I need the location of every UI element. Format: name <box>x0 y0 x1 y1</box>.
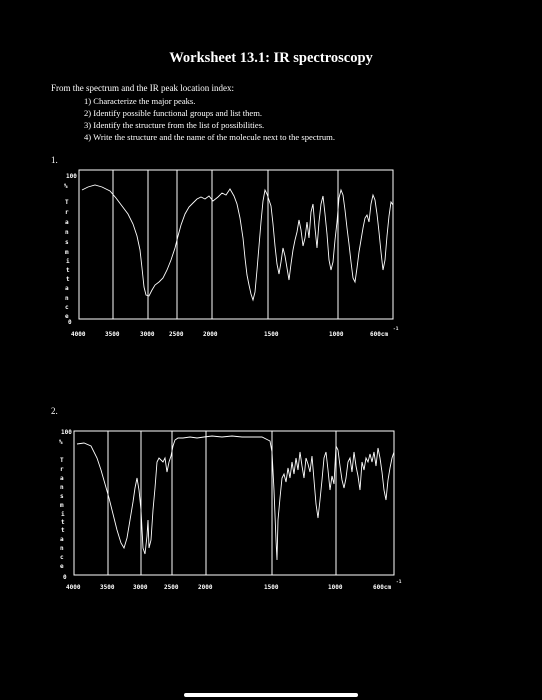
svg-text:t: t <box>61 527 65 534</box>
svg-text:a: a <box>60 475 64 482</box>
svg-text:2500: 2500 <box>164 584 179 591</box>
instruction-step: 2) Identify possible functional groups and list them. <box>84 108 263 118</box>
svg-text:r: r <box>65 209 69 216</box>
svg-text:e: e <box>60 563 64 570</box>
instruction-step: 4) Write the structure and the name of the molecule next to the spectrum. <box>84 132 336 142</box>
svg-text:3500: 3500 <box>105 331 120 338</box>
instruction-step: 3) Identify the structure from the list of possibilities. <box>84 120 265 130</box>
svg-text:n: n <box>65 295 69 302</box>
instructions-intro: From the spectrum and the IR peak location index: <box>51 83 234 93</box>
svg-text:3000: 3000 <box>133 584 148 591</box>
svg-text:1500: 1500 <box>264 331 279 338</box>
y-axis-label <box>60 457 65 570</box>
svg-text:s: s <box>65 239 69 246</box>
y-percent-label: % <box>64 183 68 190</box>
instruction-step: 1) Characterize the major peaks. <box>84 96 196 106</box>
worksheet-title: Worksheet 13.1: IR spectroscopy <box>169 50 373 66</box>
svg-text:t: t <box>66 276 70 283</box>
svg-text:c: c <box>60 554 64 561</box>
y-zero-label: 0 <box>63 574 67 581</box>
svg-text:2000: 2000 <box>198 584 213 591</box>
svg-text:600cm: 600cm <box>370 331 389 338</box>
svg-text:m: m <box>60 502 64 509</box>
svg-text:600cm: 600cm <box>373 584 392 591</box>
svg-text:1000: 1000 <box>329 331 344 338</box>
svg-text:t: t <box>61 519 65 526</box>
y-zero-label: 0 <box>68 319 72 326</box>
svg-text:m: m <box>65 249 69 256</box>
svg-text:-1: -1 <box>396 580 402 585</box>
svg-text:t: t <box>66 267 70 274</box>
svg-text:a: a <box>65 285 69 292</box>
svg-text:-1: -1 <box>393 327 399 332</box>
svg-text:i: i <box>61 511 65 518</box>
home-indicator[interactable] <box>184 693 358 697</box>
svg-text:2500: 2500 <box>169 331 184 338</box>
svg-text:n: n <box>60 545 64 552</box>
x-axis-ticks <box>66 579 402 591</box>
y-max-label: 100 <box>61 429 72 436</box>
svg-text:i: i <box>66 258 70 265</box>
spectrum-frame <box>74 431 394 575</box>
svg-text:n: n <box>65 229 69 236</box>
svg-text:1500: 1500 <box>264 584 279 591</box>
y-max-label: 100 <box>66 173 77 180</box>
svg-text:a: a <box>60 536 64 543</box>
svg-text:1000: 1000 <box>328 584 343 591</box>
svg-text:T: T <box>65 199 69 206</box>
svg-text:e: e <box>65 313 69 320</box>
absorbance-trace <box>77 436 394 560</box>
svg-text:s: s <box>60 493 64 500</box>
question-number: 2. <box>51 406 58 416</box>
svg-text:r: r <box>60 466 64 473</box>
svg-text:3500: 3500 <box>100 584 115 591</box>
svg-text:2000: 2000 <box>203 331 218 338</box>
svg-text:T: T <box>60 457 64 464</box>
svg-text:c: c <box>65 304 69 311</box>
svg-text:4000: 4000 <box>66 584 81 591</box>
svg-text:a: a <box>65 219 69 226</box>
svg-text:n: n <box>60 484 64 491</box>
y-percent-label: % <box>59 439 63 446</box>
svg-text:3000: 3000 <box>140 331 155 338</box>
svg-text:4000: 4000 <box>71 331 86 338</box>
question-number: 1. <box>51 155 58 165</box>
